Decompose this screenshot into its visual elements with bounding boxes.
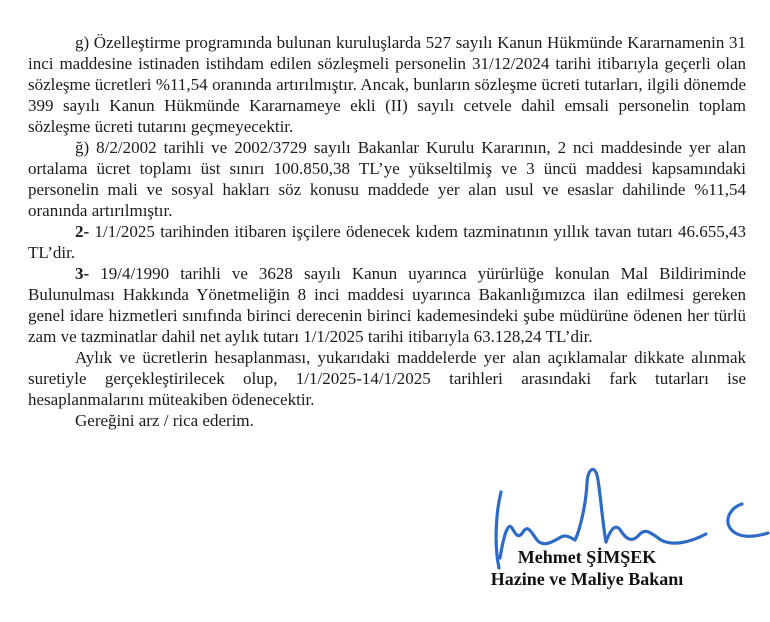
- paragraph-calculation: [28, 347, 746, 410]
- paragraph-text: Özelleştirme programında bulunan kuruluşlarda 527 sayılı Kanun Hükmünde Kararnamenin 31 inci maddesine istinaden istihdam edilen sözleşmeli personelin 31/12/2024 tarihi itibarıyla geçerli olan sözleşme ücretleri %11,54 oranında artırılmıştır. Ancak, bunların sözleşme ücreti tutarları, ilgili dönemde 399 sayılı Kanun Hükmünde Kararnameye ekli (II) sayılı cetvele dahil emsali personelin toplam sözleşme ücreti tutarını geçmeyecektir.: [28, 33, 746, 136]
- paragraph-text: 19/4/1990 tarihli ve 3628 sayılı Kanun uyarınca yürürlüğe konulan Mal Bildiriminde Bulunulması Hakkında Yönetmeliğin 8 inci maddesi uyarınca Bakanlığımızca ilan edilmesi gereken genel idare hizmetleri sınıfında birinci derecenin birinci kademesindeki şube müdürüne ödenen her türlü zam ve tazminatlar dahil net aylık tutarı 1/1/2025 tarihi itibarıyla 63.128,24 TL’dir.: [28, 264, 746, 346]
- paragraph-g: [28, 32, 746, 137]
- signature-block: [472, 546, 702, 590]
- closing-line: [28, 410, 746, 431]
- signature-end-hook: [728, 504, 768, 536]
- paragraph-item-3: [28, 263, 746, 347]
- paragraph-text: 8/2/2002 tarihli ve 2002/3729 sayılı Bakanlar Kurulu Kararının, 2 nci maddesinde yer alan ortalama ücret toplamı üst sınırı 100.850,38 TL’ye yükseltilmiş ve 3 üncü maddesi kapsamındaki personelin mali ve sosyal hakları söz konusu maddede yer alan usul ve esaslar dahilinde %11,54 oranında artırılmıştır.: [28, 138, 746, 220]
- paragraph-text: Aylık ve ücretlerin hesaplanması, yukarıdaki maddelerde yer alan açıklamalar dikkate alınmak suretiyle gerçekleştirilecek olup, 1/1/2025-14/1/2025 tarihleri arasındaki fark tutarları ise hesaplanmalarını müteakiben ödenecektir.: [28, 348, 746, 409]
- paragraph-lead: 3-: [75, 264, 90, 283]
- signatory-title: Hazine ve Maliye Bakanı: [490, 569, 684, 589]
- paragraph-text: Gereğini arz / rica ederim.: [75, 411, 254, 430]
- paragraph-gg: [28, 137, 746, 221]
- paragraph-lead: g): [75, 33, 90, 52]
- paragraph-item-2: [28, 221, 746, 263]
- paragraph-lead: ğ): [75, 138, 90, 157]
- paragraph-text: 1/1/2025 tarihinden itibaren işçilere ödenecek kıdem tazminatının yıllık tavan tutarı 46.655,43 TL’dir.: [28, 222, 746, 262]
- signatory-name: Mehmet ŞİMŞEK: [517, 547, 657, 567]
- signature-tall-loop: [575, 469, 606, 542]
- document-body: [28, 32, 746, 431]
- signature-second-wave: [606, 527, 706, 543]
- paragraph-lead: 2-: [75, 222, 90, 241]
